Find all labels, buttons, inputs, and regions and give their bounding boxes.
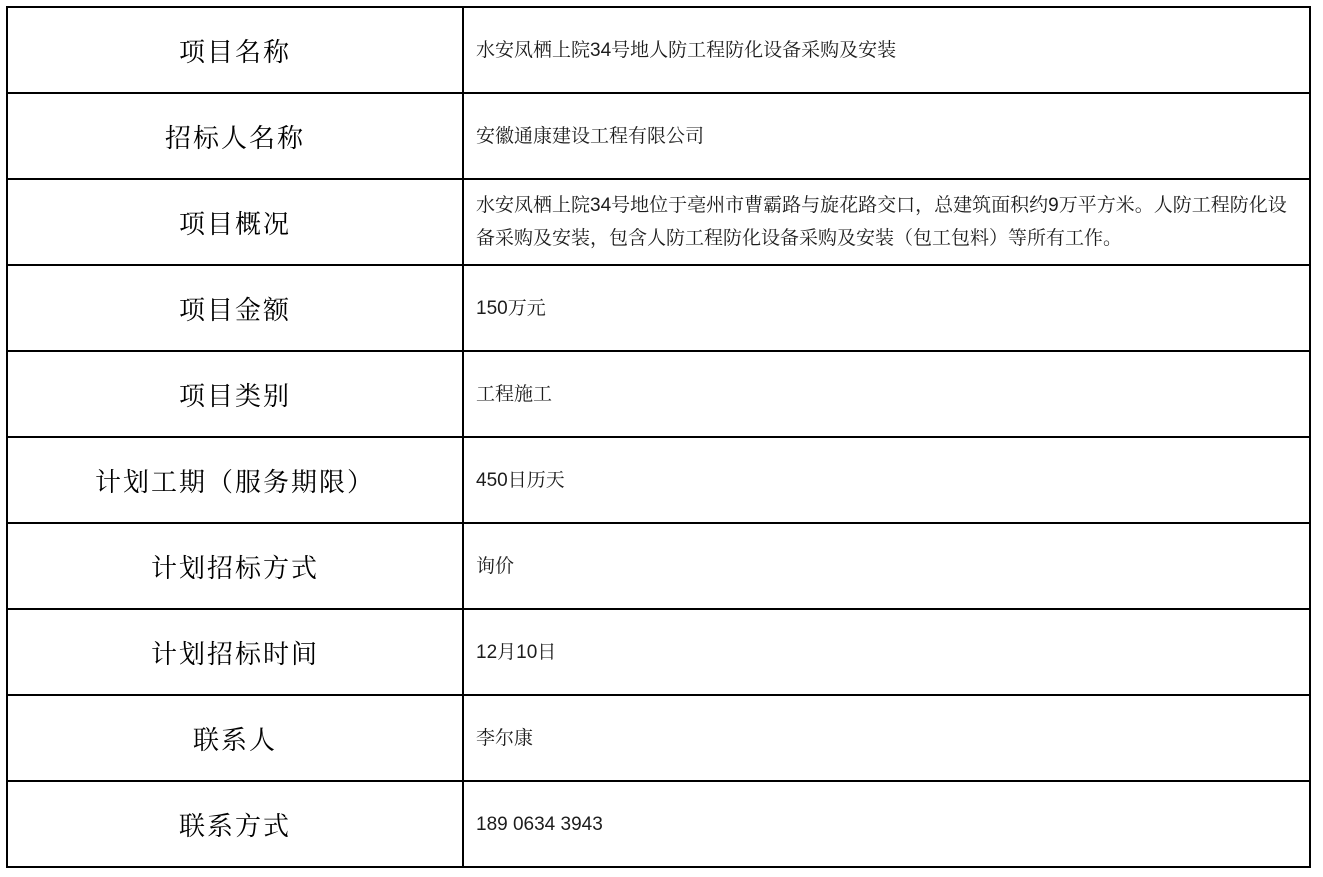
table-row (7, 609, 1310, 695)
table-row (7, 781, 1310, 867)
table-row (7, 265, 1310, 351)
row-label: 项目概况 (7, 179, 463, 265)
row-label: 计划招标时间 (7, 609, 463, 695)
table-row (7, 523, 1310, 609)
row-value: 询价 (463, 523, 1310, 609)
row-label: 项目名称 (7, 7, 463, 93)
row-value: 工程施工 (463, 351, 1310, 437)
row-label: 计划工期（服务期限） (7, 437, 463, 523)
row-value: 李尔康 (463, 695, 1310, 781)
row-value: 安徽通康建设工程有限公司 (463, 93, 1310, 179)
row-value: 水安凤栖上院34号地人防工程防化设备采购及安装 (463, 7, 1310, 93)
table-row (7, 179, 1310, 265)
project-info-table-body (7, 7, 1310, 867)
project-info-table (6, 6, 1311, 868)
row-label: 联系人 (7, 695, 463, 781)
table-row (7, 7, 1310, 93)
row-label: 联系方式 (7, 781, 463, 867)
row-label: 项目类别 (7, 351, 463, 437)
table-row (7, 93, 1310, 179)
row-value: 189 0634 3943 (463, 781, 1310, 867)
table-row (7, 437, 1310, 523)
row-label: 计划招标方式 (7, 523, 463, 609)
table-row (7, 695, 1310, 781)
table-row (7, 351, 1310, 437)
row-value: 450日历天 (463, 437, 1310, 523)
row-label: 项目金额 (7, 265, 463, 351)
row-value: 12月10日 (463, 609, 1310, 695)
row-value: 150万元 (463, 265, 1310, 351)
row-value: 水安凤栖上院34号地位于亳州市曹霸路与旋花路交口，总建筑面积约9万平方米。人防工程防化设备采购及安装，包含人防工程防化设备采购及安装（包工包料）等所有工作。 (463, 179, 1310, 265)
row-label: 招标人名称 (7, 93, 463, 179)
